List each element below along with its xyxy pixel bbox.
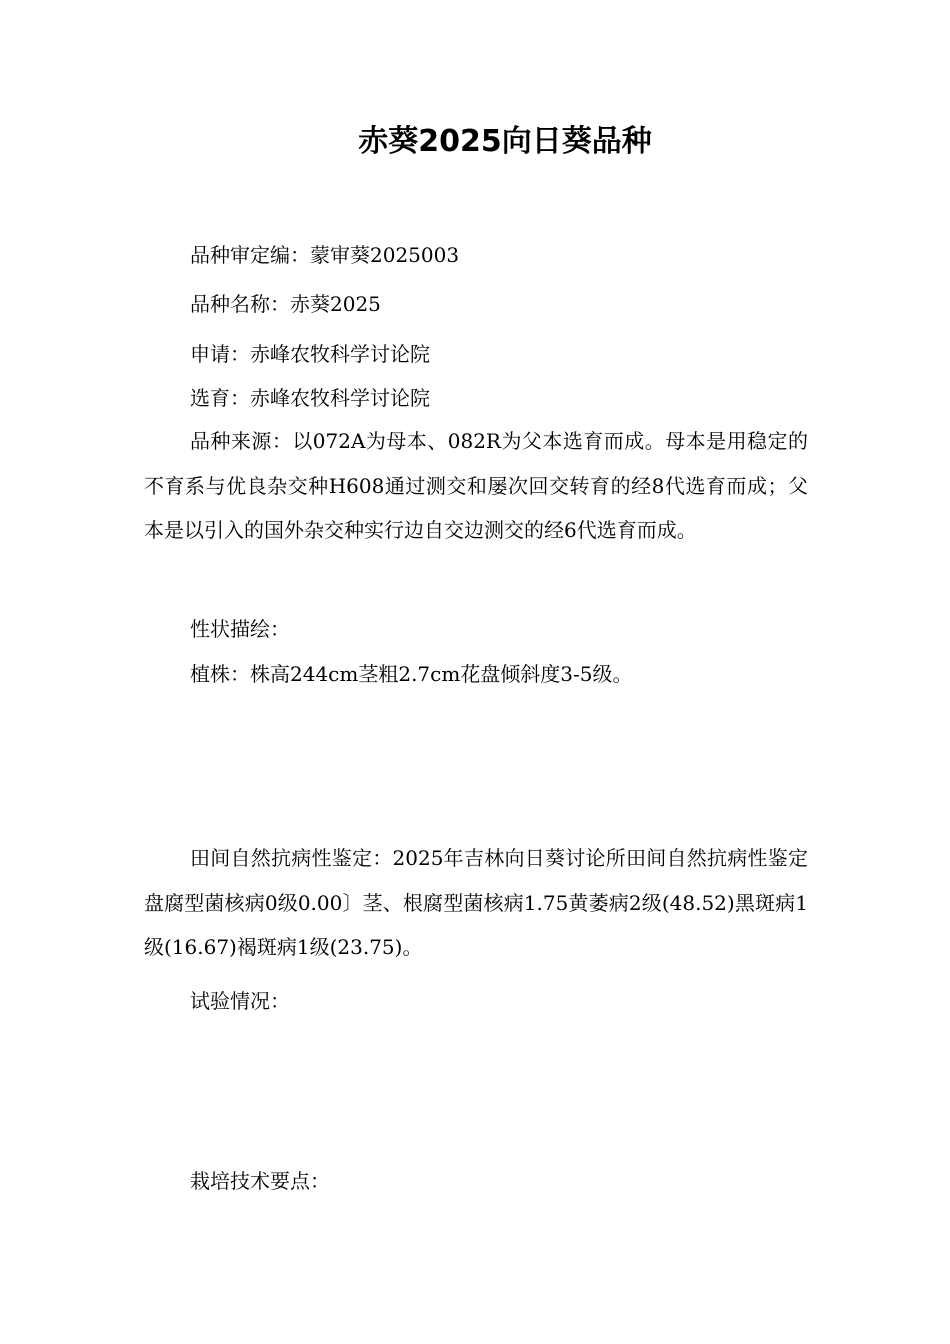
variety-name: 品种名称：赤葵2025 <box>190 292 381 316</box>
document-title: 赤葵2025向日葵品种 <box>358 124 652 159</box>
cultivation-points-heading: 栽培技术要点： <box>190 1169 330 1193</box>
plant-traits: 植株：株高244cm茎粗2.7cm花盘倾斜度3-5级。 <box>190 662 633 686</box>
applicant: 申请：赤峰农牧科学讨论院 <box>190 342 430 366</box>
disease-resistance: 田间自然抗病性鉴定：2025年吉林向日葵讨论所田间自然抗病性鉴定盘腐型菌核病0级0.00〕茎、根腐型菌核病1.75黄萎病2级(48.52)黑斑病1级(16.67)褐斑病1级(23.75)。 <box>144 846 808 959</box>
breeder: 选育：赤峰农牧科学讨论院 <box>190 386 430 410</box>
variety-origin: 品种来源：以072A为母本、082R为父本选育而成。母本是用稳定的不育系与优良杂交种H608通过测交和屡次回交转育的经8代选育而成；父本是以引入的国外杂交种实行边自交边测交的经6代选育而成。 <box>144 429 808 542</box>
trial-results-heading: 试验情况： <box>190 989 290 1013</box>
trait-description-heading: 性状描绘： <box>190 617 290 641</box>
variety-approval-number: 品种审定编：蒙审葵2025003 <box>190 243 460 267</box>
